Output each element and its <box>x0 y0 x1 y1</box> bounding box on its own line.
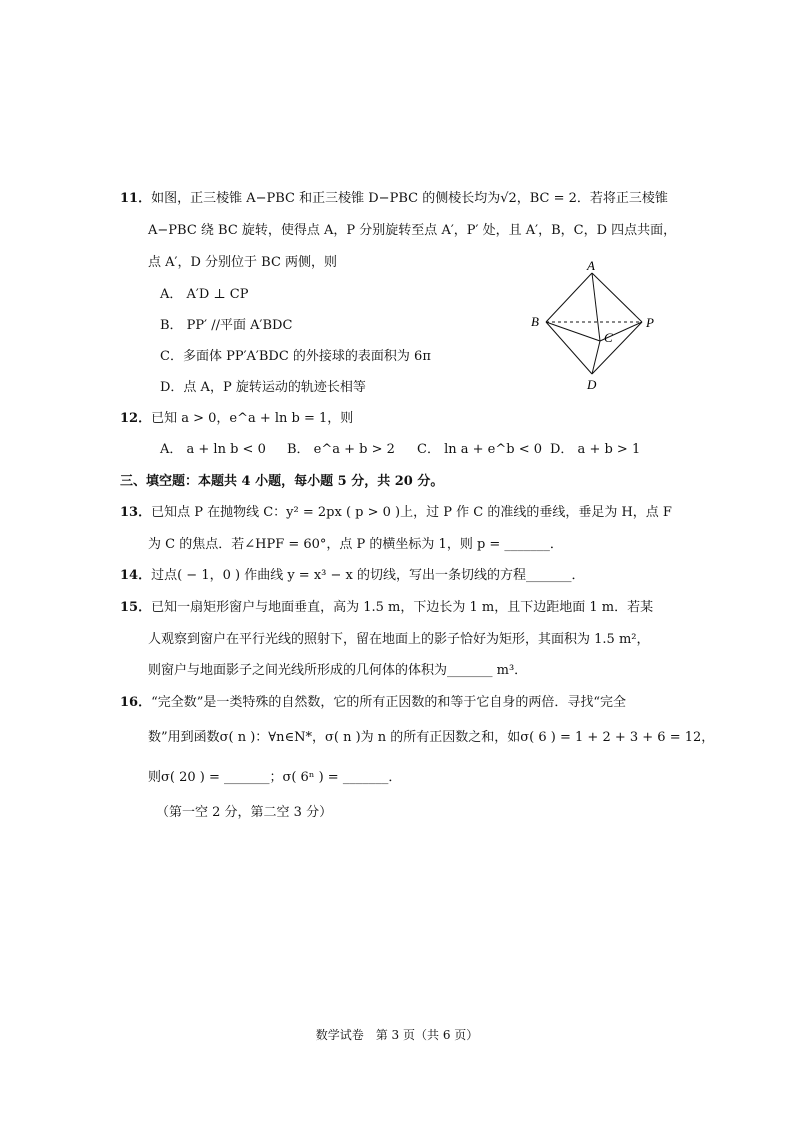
q11-number: 11． <box>120 191 152 206</box>
q14-number: 14． <box>120 568 152 583</box>
q13-line2: 为 C 的焦点．若∠HPF = 60°，点 P 的横坐标为 1，则 p = _______． <box>148 537 563 552</box>
q11-text-1: 如图，正三棱锥 A−PBC 和正三棱锥 D−PBC 的侧棱长均为√2，BC = 2．若将正三棱锥 <box>151 191 668 206</box>
q11-line1 <box>120 189 668 209</box>
q11-option-a: A． A′D ⊥ CP <box>160 287 249 302</box>
q12-option-c: C． ln a + e^b < 0 <box>417 442 542 457</box>
q16-line1 <box>120 693 626 713</box>
q11-option-d: D．点 A，P 旋转运动的轨迹长相等 <box>160 380 366 395</box>
page-footer: 数学试卷 第 3 页（共 6 页） <box>315 1028 479 1042</box>
q14-line1 <box>120 566 585 586</box>
q16-scoring-note: （第一空 2 分，第二空 3 分） <box>156 805 333 820</box>
q16-number: 16． <box>120 695 152 710</box>
q13-number: 13． <box>120 505 152 520</box>
q15-number: 15． <box>120 600 152 615</box>
label-d: D <box>587 377 597 392</box>
q11-bipyramid-figure <box>520 258 670 398</box>
section-3-heading: 三、填空题：本题共 4 小题，每小题 5 分，共 20 分。 <box>120 474 444 489</box>
q12-option-d: D． a + b > 1 <box>550 442 641 457</box>
label-a: A <box>587 258 595 273</box>
q13-text-1: 已知点 P 在抛物线 C：y² = 2px ( p > 0 )上，过 P 作 C 的准线的垂线，垂足为 H，点 F <box>151 505 672 520</box>
q12-stem-line <box>120 409 353 429</box>
label-b: B <box>531 314 539 329</box>
label-c: C <box>604 330 613 345</box>
q14-text-1: 过点( − 1，0 ) 作曲线 y = x³ − x 的切线，写出一条切线的方程_______． <box>151 568 585 583</box>
q15-text-1: 已知一扇矩形窗户与地面垂直，高为 1.5 m，下边长为 1 m，且下边距地面 1 m．若某 <box>151 600 654 615</box>
q16-line3: 则σ( 20 ) = _______；σ( 6ⁿ ) = _______． <box>148 770 402 785</box>
q11-line2: A−PBC 绕 BC 旋转，使得点 A，P 分别旋转至点 A′，P′ 处，且 A′，B，C，D 四点共面， <box>148 223 677 238</box>
q11-option-c: C．多面体 PP′A′BDC 的外接球的表面积为 6π <box>160 349 431 364</box>
q16-text-1: “完全数”是一类特殊的自然数，它的所有正因数的和等于它自身的两倍．寻找“完全 <box>151 695 627 710</box>
q12-stem: 已知 a > 0，e^a + ln b = 1，则 <box>151 411 354 426</box>
q12-option-b: B． e^a + b > 2 <box>287 442 395 457</box>
q12-number: 12． <box>120 411 152 426</box>
q15-line2: 人观察到窗户在平行光线的照射下，留在地面上的影子恰好为矩形，其面积为 1.5 m²， <box>148 632 650 647</box>
q11-line3: 点 A′，D 分别位于 BC 两侧，则 <box>148 255 338 270</box>
q15-line3: 则窗户与地面影子之间光线所形成的几何体的体积为_______ m³． <box>148 663 528 678</box>
q13-line1 <box>120 503 672 523</box>
q16-line2: 数”用到函数σ( n )：∀n∈N*，σ( n )为 n 的所有正因数之和，如σ( 6 ) = 1 + 2 + 3 + 6 = 12， <box>148 730 715 745</box>
q12-option-a: A． a + ln b < 0 <box>160 442 266 457</box>
q11-option-b: B． PP′ //平面 A′BDC <box>160 318 293 333</box>
label-p: P <box>646 315 654 330</box>
q15-line1 <box>120 598 653 618</box>
